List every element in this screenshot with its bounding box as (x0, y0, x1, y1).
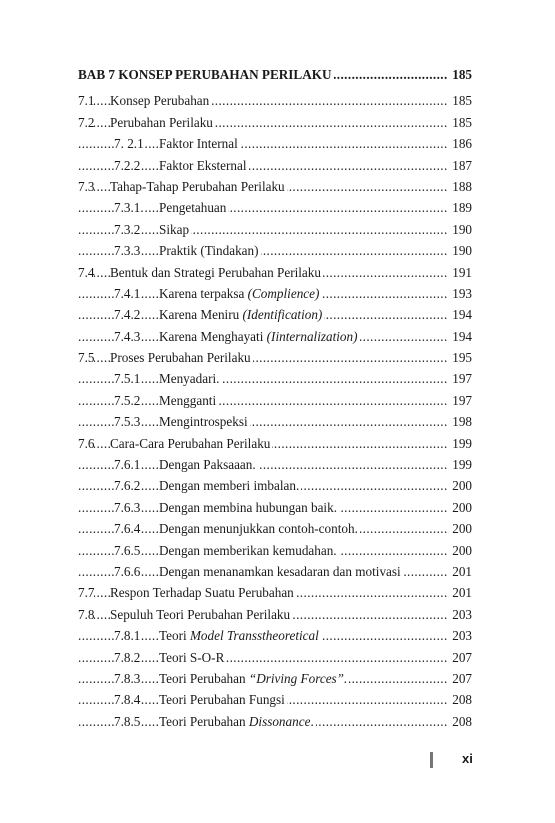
entry-page: 186 (450, 133, 472, 154)
toc-entry (78, 283, 475, 304)
entry-title (110, 176, 287, 197)
toc-entry (78, 390, 475, 411)
toc-entry (78, 497, 475, 518)
entry-title-text: Sikap (159, 221, 190, 237)
entry-page: 185 (450, 112, 472, 133)
toc-entry (78, 518, 475, 539)
toc-entry (78, 647, 475, 668)
toc-entry (78, 304, 475, 325)
entry-number: 7.6.2 (114, 475, 140, 496)
entry-number: 7.5.2 (114, 390, 140, 411)
entry-number: 7.6.4 (114, 518, 140, 539)
entry-title (159, 390, 218, 411)
entry-page: 200 (450, 475, 472, 496)
entry-title (159, 711, 316, 732)
toc-entries (78, 90, 475, 732)
toc-entry (78, 540, 475, 561)
entry-page: 197 (450, 390, 472, 411)
entry-number: 7.3.2 (114, 219, 140, 240)
entry-page: 201 (450, 561, 472, 582)
toc-entry (78, 582, 475, 603)
entry-title-text: Dengan memberikan kemudahan. (159, 542, 337, 558)
entry-title-italic: (Complience) (247, 285, 320, 301)
entry-title-text: Mengintrospeksi (159, 414, 248, 430)
entry-title (159, 197, 228, 218)
entry-page: 200 (450, 497, 472, 518)
entry-title (159, 326, 360, 347)
entry-title-italic: Model Transstheoretical (189, 628, 319, 644)
entry-title-text: Faktor Eksternal (159, 157, 247, 173)
entry-title-text: Konsep Perubahan (110, 93, 210, 109)
entry-title-text: Karena Meniru (159, 307, 243, 323)
entry-number: 7.8.1 (114, 625, 140, 646)
entry-title (159, 497, 339, 518)
entry-title (159, 647, 226, 668)
entry-title-text: Proses Perubahan Perilaku (110, 350, 251, 366)
entry-page: 193 (450, 283, 472, 304)
entry-number: 7.6.6 (114, 561, 140, 582)
toc-entry (78, 411, 475, 432)
toc-entry (78, 176, 475, 197)
entry-page: 185 (450, 90, 472, 111)
toc-entry (78, 90, 475, 111)
entry-title-text: Sepuluh Teori Perubahan Perilaku (110, 606, 291, 622)
entry-page: 201 (450, 582, 472, 603)
toc-entry (78, 155, 475, 176)
entry-page: 190 (450, 240, 472, 261)
entry-number: 7.6.1 (114, 454, 140, 475)
entry-title (110, 604, 292, 625)
entry-title (159, 561, 403, 582)
entry-page: 191 (450, 262, 472, 283)
entry-number: 7.1 (78, 90, 94, 111)
entry-page: 200 (450, 518, 472, 539)
entry-title (159, 411, 250, 432)
entry-page: 194 (450, 304, 472, 325)
entry-number: 7.5.1 (114, 368, 140, 389)
entry-title (159, 518, 360, 539)
chapter-title: BAB 7 KONSEP PERUBAHAN PERILAKU (78, 64, 334, 85)
toc-entry (78, 240, 475, 261)
toc-entry (78, 475, 475, 496)
entry-title-text: Karena Menghayati (159, 328, 267, 344)
toc-entry (78, 133, 475, 154)
entry-title-text: Teori Perubahan (159, 670, 249, 686)
entry-title-text: Teori Perubahan Fungsi (159, 692, 285, 708)
footer-page-number: xi (462, 751, 473, 766)
entry-title-text: Karena terpaksa (159, 285, 248, 301)
entry-title-text: Faktor Internal (159, 136, 238, 152)
toc-entry (78, 433, 475, 454)
entry-page: 189 (450, 197, 472, 218)
toc-entry (78, 326, 475, 347)
entry-title-text: Teori (159, 628, 190, 644)
toc-entry (78, 368, 475, 389)
entry-page: 190 (450, 219, 472, 240)
entry-page: 208 (450, 689, 472, 710)
entry-number: 7.6.5 (114, 540, 140, 561)
entry-number: 7.8.3 (114, 668, 140, 689)
entry-title (110, 90, 211, 111)
entry-page: 200 (450, 540, 472, 561)
entry-title-italic: Dissonance (248, 713, 311, 729)
entry-title (159, 283, 321, 304)
entry-title-text: Respon Terhadap Suatu Perubahan (110, 585, 294, 601)
entry-page: 187 (450, 155, 472, 176)
entry-title-text: Mengganti (159, 392, 217, 408)
table-of-contents (78, 64, 475, 732)
entry-title-text: Dengan memberi imbalan. (159, 478, 300, 494)
entry-page: 207 (450, 647, 472, 668)
toc-entry (78, 625, 475, 646)
entry-number: 7.3.1. (114, 197, 144, 218)
entry-number: 7.8.2 (114, 647, 140, 668)
entry-title (110, 582, 296, 603)
entry-title (159, 454, 258, 475)
entry-page: 197 (450, 368, 472, 389)
entry-title-text: Dengan membina hubungan baik. (159, 499, 337, 515)
entry-number: 7.5 (78, 347, 94, 368)
entry-title-text: Cara-Cara Perubahan Perilaku (110, 435, 271, 451)
entry-number: 7.8 (78, 604, 94, 625)
entry-title (159, 240, 261, 261)
chapter-heading (78, 64, 475, 85)
entry-title-text: Pengetahuan (159, 200, 227, 216)
entry-page: 208 (450, 711, 472, 732)
entry-page: 194 (450, 326, 472, 347)
entry-page: 207 (450, 668, 472, 689)
entry-title-text: Bentuk dan Strategi Perubahan Perilaku (110, 264, 321, 280)
entry-title-italic: (Identification) (242, 307, 323, 323)
entry-title (159, 475, 301, 496)
entry-title (110, 262, 323, 283)
entry-number: 7.6.3 (114, 497, 140, 518)
entry-page: 188 (450, 176, 472, 197)
toc-entry (78, 689, 475, 710)
entry-title-italic: (Iinternalization) (266, 328, 358, 344)
entry-number: 7.5.3 (114, 411, 140, 432)
footer-bar (430, 752, 433, 768)
entry-number: 7.2.2 (114, 155, 140, 176)
entry-title-text: Tahap-Tahap Perubahan Perilaku (110, 178, 285, 194)
entry-title-text: Teori Perubahan (159, 713, 249, 729)
entry-title-text: Perubahan Perilaku (110, 114, 213, 130)
entry-number: 7.2 (78, 112, 94, 133)
toc-entry (78, 668, 475, 689)
entry-page: 203 (450, 625, 472, 646)
entry-title (159, 668, 349, 689)
entry-number: 7.3.3 (114, 240, 140, 261)
entry-number: 7.4.3 (114, 326, 140, 347)
entry-page: 198 (450, 411, 472, 432)
entry-title (159, 304, 324, 325)
entry-number: 7.7 (78, 582, 94, 603)
entry-title (110, 112, 215, 133)
toc-entry (78, 262, 475, 283)
entry-title (159, 540, 339, 561)
toc-entry (78, 561, 475, 582)
entry-number: 7.8.5 (114, 711, 140, 732)
entry-title-italic: “Driving Forces”. (248, 670, 348, 686)
entry-title (159, 689, 287, 710)
entry-number: 7.4.2 (114, 304, 140, 325)
entry-title-suffix: . (310, 713, 314, 729)
entry-number: 7.6 (78, 433, 94, 454)
toc-entry (78, 112, 475, 133)
entry-title (110, 347, 253, 368)
entry-title (159, 625, 321, 646)
toc-entry (78, 197, 475, 218)
chapter-page: 185 (450, 64, 472, 85)
entry-page: 195 (450, 347, 472, 368)
entry-page: 203 (450, 604, 472, 625)
entry-number: 7.8.4 (114, 689, 140, 710)
entry-title-text: Dengan Paksaaan. (159, 457, 256, 473)
toc-entry (78, 454, 475, 475)
entry-title (110, 433, 272, 454)
entry-title-text: Teori S-O-R (159, 649, 225, 665)
entry-number: 7. 2.1 (114, 133, 144, 154)
entry-title-text: Menyadari. (159, 371, 220, 387)
entry-title-text: Praktik (Tindakan) (159, 243, 259, 259)
entry-number: 7.3 (78, 176, 94, 197)
entry-title (159, 133, 240, 154)
entry-page: 199 (450, 433, 472, 454)
entry-number: 7.4 (78, 262, 94, 283)
entry-number: 7.4.1 (114, 283, 140, 304)
entry-title-text: Dengan menunjukkan contoh-contoh. (159, 521, 358, 537)
toc-entry (78, 347, 475, 368)
entry-title (159, 219, 191, 240)
toc-entry (78, 711, 475, 732)
entry-title (159, 155, 249, 176)
toc-entry (78, 219, 475, 240)
entry-title (159, 368, 221, 389)
entry-title-text: Dengan menanamkan kesadaran dan motivasi (159, 563, 401, 579)
entry-page: 199 (450, 454, 472, 475)
toc-entry (78, 604, 475, 625)
